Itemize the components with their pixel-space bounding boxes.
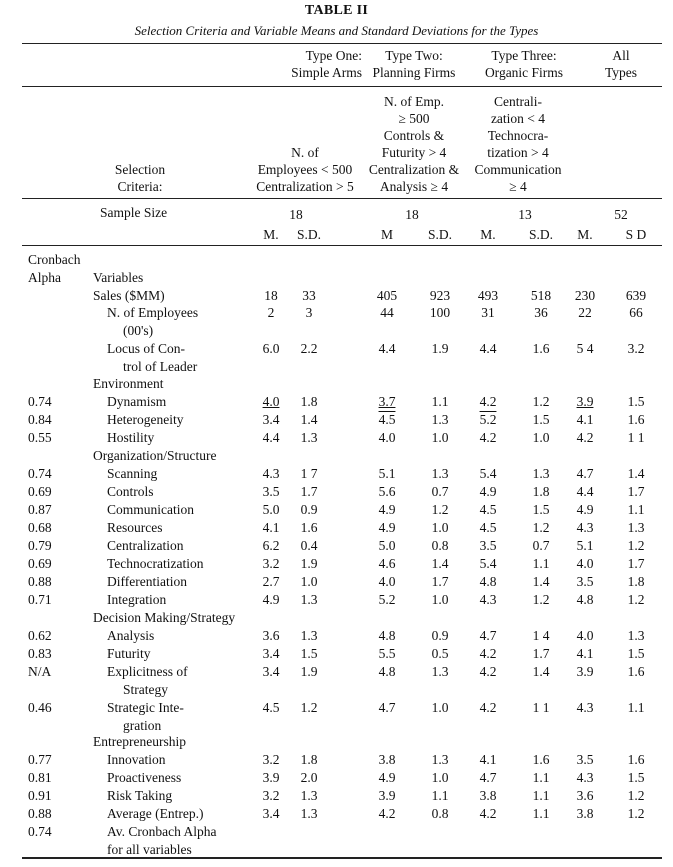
sd-cell: 1.5 [532,502,550,517]
mean-cell: 5.2 [378,592,396,607]
type-one-header: Type One: Simple Arms [291,48,362,80]
sd-cell: 1.7 [532,646,550,661]
sd-cell: 0.9 [431,628,449,643]
sd-cell: 1.2 [627,538,645,553]
cronbach-alpha-value: 0.88 [28,574,52,589]
sd-cell: 1.5 [627,646,645,661]
sd-cell: 1 4 [532,628,550,643]
sd-cell: 1.3 [300,592,318,607]
sd-cell: 1.8 [627,574,645,589]
criteria-type-two: N. of Emp. ≥ 500 Controls & Futurity > 4 Centralization & Analysis ≥ 4 [368,94,460,194]
mean-cell: 4.9 [262,592,280,607]
mean-cell: 4.4 [479,341,497,356]
mean-cell: 3.5 [576,574,594,589]
cronbach-alpha-value: 0.84 [28,412,52,427]
mean-cell: 405 [376,288,398,303]
mean-cell: 4.5 [378,412,396,427]
alpha-label: Alpha [28,270,61,285]
mean-cell: 4.0 [378,574,396,589]
mean-cell: 4.7 [378,700,396,715]
cronbach-alpha-value: 0.87 [28,502,52,517]
sd-cell: 1.3 [300,430,318,445]
mean-cell: 4.2 [479,700,497,715]
sd-cell: 1.1 [627,700,645,715]
sd-cell: 1.5 [532,412,550,427]
mean-cell: 4.8 [576,592,594,607]
mean-cell: 4.8 [378,628,396,643]
variable-label: Explicitness of [107,664,188,679]
mean-cell: 4.1 [576,412,594,427]
table-caption: Selection Criteria and Variable Means and Standard Deviations for the Types [134,23,539,38]
mean-cell: 22 [578,305,592,320]
mean-cell: 493 [477,288,499,303]
mean-cell: 4.1 [479,752,497,767]
variable-label: Resources [107,520,163,535]
sd-cell: 1.4 [300,412,318,427]
mean-cell: 4.3 [576,770,594,785]
mean-cell: 3.5 [576,752,594,767]
mean-cell: 4.7 [479,628,497,643]
stat-header: S.D. [296,227,321,242]
sd-cell: 1 7 [300,466,318,481]
sd-cell: 1.3 [627,628,645,643]
mean-cell: 2.7 [262,574,280,589]
stat-header: S D [625,227,647,242]
mean-cell: 4.5 [479,502,497,517]
mean-cell: 4.5 [262,700,280,715]
mean-cell: 3.5 [262,484,280,499]
variable-label: N. of Employees [107,305,199,320]
sd-cell: 1.4 [431,556,449,571]
cronbach-alpha-value: 0.69 [28,484,52,499]
mean-cell: 3.8 [378,752,396,767]
cronbach-alpha-value: 0.88 [28,806,52,821]
cronbach-alpha-value: 0.62 [28,628,52,643]
mean-cell: 3.6 [262,628,280,643]
sd-cell: 0.7 [532,538,550,553]
sd-cell: 1 1 [532,700,550,715]
sd-cell: 1.1 [431,394,449,409]
mean-cell: 3.2 [262,752,280,767]
mean-cell: 5.1 [576,538,594,553]
sd-cell: 0.7 [431,484,449,499]
sd-cell: 1.9 [431,341,449,356]
stat-header: S.D. [427,227,452,242]
mean-cell: 5.0 [378,538,396,553]
cronbach-alpha-value: 0.74 [28,824,52,839]
cronbach-alpha-value: 0.74 [28,466,52,481]
mean-cell: 3.2 [262,788,280,803]
mean-cell: 4.5 [479,520,497,535]
mean-cell: 4.2 [479,430,497,445]
sd-cell: 1.2 [627,806,645,821]
mean-cell: 4.7 [576,466,594,481]
stat-header: M [380,227,393,242]
bottom-rule [22,857,662,859]
mean-cell: 4.2 [479,664,497,679]
mean-cell: 3.9 [262,770,280,785]
sd-cell: 1.6 [627,664,645,679]
variable-label: Integration [107,592,167,607]
sd-cell: 1.9 [300,556,318,571]
mean-cell: 3.5 [479,538,497,553]
variable-label: Average (Entrep.) [107,806,204,821]
sd-cell: 1 1 [627,430,645,445]
sample-size-type-one: 18 [289,207,303,222]
variables-label: Variables [93,270,144,285]
sd-cell: 639 [625,288,647,303]
mean-cell: 4.0 [576,628,594,643]
sd-cell: 1.6 [300,520,318,535]
mean-cell: 3.9 [576,394,594,409]
mean-cell: 4.9 [378,520,396,535]
mean-cell: 5.1 [378,466,396,481]
criteria-type-one: N. of Employees < 500 Centralization > 5 [256,145,354,194]
sd-cell: 1.2 [532,394,550,409]
mean-cell: 4.2 [576,430,594,445]
variable-label: Centralization [107,538,184,553]
mean-cell: 4.1 [576,646,594,661]
sd-cell: 1.7 [300,484,318,499]
mean-cell: 5.6 [378,484,396,499]
sd-cell: 1.3 [300,806,318,821]
mean-cell: 3.4 [262,412,280,427]
mean-cell: 4.4 [262,430,280,445]
sd-cell: 0.8 [431,538,449,553]
cronbach-alpha-value: 0.77 [28,752,52,767]
sd-cell: 1.2 [627,788,645,803]
table-title: TABLE II [304,3,369,18]
sample-size-type-two: 18 [405,207,419,222]
mean-cell: 4.9 [378,502,396,517]
sd-cell: 1.8 [532,484,550,499]
mean-cell: 3.8 [576,806,594,821]
sd-cell: 1.3 [627,520,645,535]
sd-cell: 1.0 [431,592,449,607]
sd-cell: 1.6 [532,752,550,767]
mean-cell: 230 [574,288,596,303]
mean-cell: 5.0 [262,502,280,517]
variable-label: Dynamism [107,394,167,409]
mean-cell: 3.9 [576,664,594,679]
sd-cell: 1.9 [300,664,318,679]
sd-cell: 100 [429,305,451,320]
stat-header: M. [263,227,279,242]
sd-cell: 1.1 [431,788,449,803]
variable-label: Communication [107,502,194,517]
mean-cell: 4.9 [576,502,594,517]
variable-label: Sales ($MM) [93,288,165,303]
sd-cell: 3 [305,305,313,320]
sd-cell: 1.1 [532,556,550,571]
sd-cell: 0.9 [300,502,318,517]
sd-cell: 518 [530,288,552,303]
sd-cell: 1.6 [627,412,645,427]
sd-cell: 1.6 [627,752,645,767]
sd-cell: 1.0 [431,520,449,535]
mean-cell: 31 [481,305,495,320]
mean-cell: 44 [380,305,394,320]
stat-header: M. [480,227,496,242]
sd-cell: 1.4 [532,574,550,589]
mean-cell: 4.8 [479,574,497,589]
mean-cell: 5.2 [479,412,497,427]
sd-cell: 1.1 [532,806,550,821]
mean-cell: 4.4 [576,484,594,499]
selection-criteria-label: Selection Criteria: [114,162,166,194]
variable-label: Technocratization [107,556,204,571]
sd-cell: 1.3 [300,628,318,643]
top-rule [22,43,662,44]
cronbach-alpha-value: N/A [28,664,52,679]
criteria-rule [22,198,662,199]
variable-label: Controls [107,484,154,499]
mean-cell: 4.3 [479,592,497,607]
mean-cell: 4.9 [378,770,396,785]
mean-cell: 18 [264,288,278,303]
sd-cell: 1.0 [431,700,449,715]
stat-header: M. [577,227,593,242]
sd-cell: 1.5 [627,770,645,785]
category-heading: Decision Making/Strategy [93,610,236,625]
mean-cell: 5.4 [479,556,497,571]
variable-label: Heterogeneity [107,412,184,427]
header-rule [22,86,662,87]
cronbach-label: Cronbach [28,252,81,267]
sd-cell: 36 [534,305,548,320]
mean-cell: 3.9 [378,788,396,803]
mean-cell: 4.0 [378,430,396,445]
variable-label-continued: trol of Leader [123,359,198,374]
category-heading: Entrepreneurship [93,734,186,749]
sample-size-type-three: 13 [518,207,532,222]
cronbach-alpha-value: 0.81 [28,770,52,785]
cronbach-alpha-value: 0.91 [28,788,52,803]
sd-cell: 1.0 [300,574,318,589]
cronbach-alpha-value: 0.69 [28,556,52,571]
category-heading: Environment [93,376,164,391]
mean-cell: 4.2 [479,394,497,409]
cronbach-alpha-value: 0.83 [28,646,52,661]
sd-cell: 1.2 [532,592,550,607]
mean-cell: 2 [267,305,275,320]
mean-cell: 6.2 [262,538,280,553]
mean-cell: 3.4 [262,646,280,661]
sd-cell: 1.0 [431,430,449,445]
mean-cell: 5 4 [576,341,594,356]
mean-cell: 4.0 [262,394,280,409]
type-two-header: Type Two: Planning Firms [372,48,456,80]
mean-cell: 4.2 [378,806,396,821]
sd-cell: 0.8 [431,806,449,821]
sd-cell: 1.1 [627,502,645,517]
sd-cell: 1.1 [532,788,550,803]
cronbach-alpha-value: 0.55 [28,430,52,445]
sd-cell: 66 [629,305,643,320]
variable-label-continued: (00's) [123,323,154,338]
mean-cell: 4.7 [479,770,497,785]
mean-cell: 3.4 [262,664,280,679]
variable-label: Futurity [107,646,151,661]
sd-cell: 2.0 [300,770,318,785]
cronbach-alpha-value: 0.74 [28,394,52,409]
mean-cell: 4.1 [262,520,280,535]
cronbach-alpha-value: 0.46 [28,700,52,715]
category-heading: Organization/Structure [93,448,217,463]
sd-cell: 1.7 [627,556,645,571]
variable-label: Hostility [107,430,155,445]
sd-cell: 1.4 [627,466,645,481]
variable-label: Differentiation [107,574,187,589]
variable-label-continued: gration [123,718,162,733]
sd-cell: 1.8 [300,394,318,409]
sd-cell: 0.4 [300,538,318,553]
sd-cell: 1.3 [431,664,449,679]
stat-header: S.D. [528,227,553,242]
sd-cell: 1.8 [300,752,318,767]
variable-label: Proactiveness [107,770,182,785]
sd-cell: 33 [302,288,316,303]
mean-cell: 4.3 [576,520,594,535]
cronbach-alpha-value: 0.79 [28,538,52,553]
sd-cell: 0.5 [431,646,449,661]
variable-label: Risk Taking [107,788,173,803]
criteria-type-three: Centrali- zation < 4 Technocra- tization > 4 Communication ≥ 4 [474,94,562,194]
type-three-header: Type Three: Organic Firms [484,48,564,80]
sd-cell: 1.0 [431,770,449,785]
mean-cell: 4.3 [576,700,594,715]
sd-cell: 2.2 [300,341,318,356]
sd-cell: 1.2 [300,700,318,715]
cronbach-alpha-value: 0.68 [28,520,52,535]
sd-cell: 1.4 [532,664,550,679]
mean-cell: 4.8 [378,664,396,679]
mean-cell: 5.5 [378,646,396,661]
variable-label: Av. Cronbach Alpha [107,824,217,839]
sd-cell: 1.3 [532,466,550,481]
mean-cell: 4.2 [479,646,497,661]
sd-cell: 1.2 [431,502,449,517]
sd-cell: 923 [429,288,451,303]
sample-size-all: 52 [614,207,628,222]
sd-cell: 3.2 [627,341,645,356]
mean-cell: 3.7 [378,394,396,409]
mean-cell: 3.8 [479,788,497,803]
stat-rule [22,245,662,246]
cronbach-alpha-value: 0.71 [28,592,52,607]
mean-cell: 4.3 [262,466,280,481]
mean-cell: 4.6 [378,556,396,571]
mean-cell: 3.2 [262,556,280,571]
mean-cell: 4.0 [576,556,594,571]
sd-cell: 1.3 [300,788,318,803]
sd-cell: 1.7 [627,484,645,499]
sample-size-label: Sample Size [100,205,168,220]
sd-cell: 1.3 [431,752,449,767]
variable-label: Analysis [107,628,155,643]
mean-cell: 5.4 [479,466,497,481]
sd-cell: 1.1 [532,770,550,785]
mean-cell: 3.6 [576,788,594,803]
variable-label: Innovation [107,752,166,767]
sd-cell: 1.2 [532,520,550,535]
variable-label-continued: Strategy [123,682,168,697]
sd-cell: 1.0 [532,430,550,445]
mean-cell: 6.0 [262,341,280,356]
mean-cell: 4.4 [378,341,396,356]
sd-cell: 1.6 [532,341,550,356]
sd-cell: 1.5 [300,646,318,661]
mean-cell: 4.2 [479,806,497,821]
all-types-header: All Types [604,48,638,80]
sd-cell: 1.5 [627,394,645,409]
sd-cell: 1.7 [431,574,449,589]
sd-cell: 1.3 [431,412,449,427]
variable-label-continued: for all variables [107,842,192,857]
sd-cell: 1.2 [627,592,645,607]
variable-label: Strategic Inte- [107,700,184,715]
sd-cell: 1.3 [431,466,449,481]
variable-label: Scanning [107,466,158,481]
mean-cell: 4.9 [479,484,497,499]
mean-cell: 3.4 [262,806,280,821]
variable-label: Locus of Con- [107,341,185,356]
